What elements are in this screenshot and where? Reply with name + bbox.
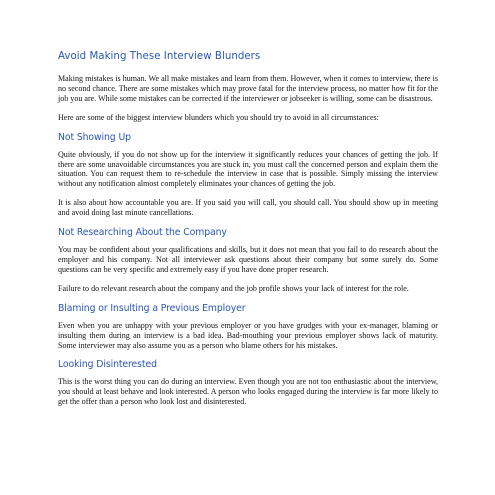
section-paragraph: Even when you are unhappy with your previous employer or you have grudges with your ex-manager, blaming or insulting them during an interview is a bad idea. Bad-mouthing your previous employer shows lack of maturity. Some interviewer may also assume you as a person who blame others for his mistakes. [58,320,438,350]
document-body [58,50,438,416]
intro-paragraph: Making mistakes is human. We all make mistakes and learn from them. However, when it comes to interview, there is no second chance. There are some mistakes which may prove fatal for the interview process, no matter how fit for the job you are. While some mistakes can be corrected if the interviewer or jobseeker is willing, some can be disastrous. [58,74,438,103]
section-paragraph: This is the worst thing you can do during an interview. Even though you are not too enthusiastic about the interview, you should at least behave and look interested. A person who looks engaged during the interview is far more likely to get the offer than a person who look lost and disinterested. [58,377,438,407]
section-not-showing-up [58,132,438,218]
section-heading: Looking Disinterested [58,359,157,371]
document-title: Avoid Making These Interview Blunders [58,51,261,62]
section-paragraph: You may be confident about your qualifications and skills, but it does not mean that you fail to do research about the employer and his company. Not all interviewer ask questions about their company but some surely do. Some questions can be very specific and extremely easy if you have done proper research. [58,245,438,274]
section-heading: Not Researching About the Company [58,227,227,239]
section-paragraph: Failure to do relevant research about the company and the job profile shows your lack of interest for the role. [58,283,409,293]
section-heading: Not Showing Up [58,131,131,143]
section-blaming-previous-employer [58,303,438,351]
section-paragraph: Quite obviously, if you do not show up for the interview it significantly reduces your chances of getting the job. If there are some unavoidable circumstances you are stuck in, you must call the concerned person and explain them the situation. You can request them to re-schedule the interview in case that is possible. Simply missing the interview without any notification almost completely eliminates your chances of getting the job. [58,149,438,189]
section-heading: Blaming or Insulting a Previous Employer [58,302,246,314]
section-paragraph: It is also about how accountable you are. If you said you will call, you should call. You should show up in meeting and avoid doing last minute cancellations. [58,198,438,218]
section-not-researching [58,227,438,294]
section-looking-disinterested [58,359,438,407]
intro-paragraph: Here are some of the biggest interview blunders which you should try to avoid in all circumstances: [58,112,379,122]
